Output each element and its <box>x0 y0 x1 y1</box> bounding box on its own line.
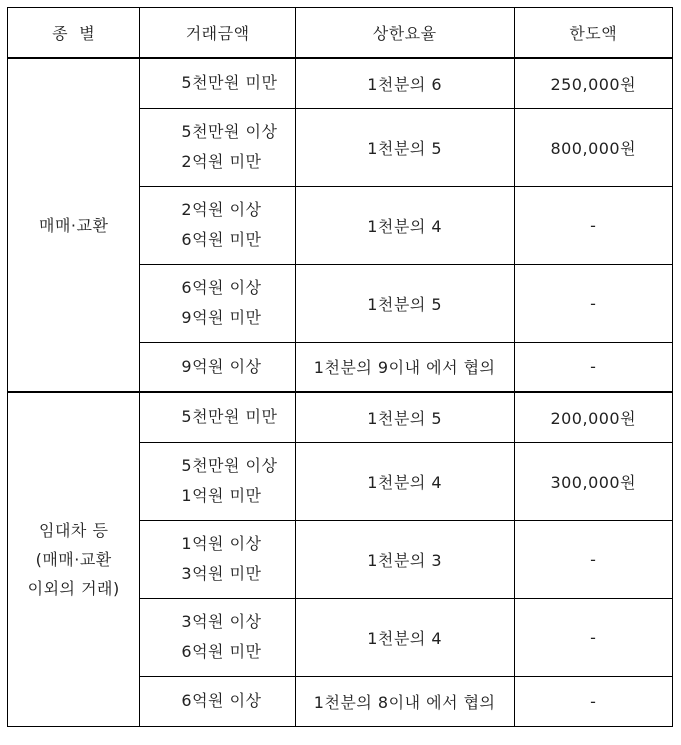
type-cell-sale <box>8 58 140 392</box>
amount-line: 2억원 이상 <box>181 200 262 219</box>
amount-cell <box>140 58 295 108</box>
limit-cell: - <box>514 264 673 342</box>
amount-line: 5천만원 미만 <box>181 73 278 93</box>
amount-line: 2억원 미만 <box>181 152 262 171</box>
rate-cell: 1천분의 9이내 에서 협의 <box>295 342 514 392</box>
amount-line: 1억원 이상 <box>181 534 262 553</box>
amount-cell <box>140 264 295 342</box>
rate-cell: 1천분의 6 <box>295 58 514 108</box>
limit-cell: - <box>514 676 673 726</box>
limit-cell: 250,000원 <box>514 58 673 108</box>
type-line: 매매·교환 <box>38 215 109 235</box>
type-line: 임대차 등 <box>38 520 109 540</box>
header-limit: 한도액 <box>514 8 673 59</box>
amount-line: 3억원 미만 <box>181 564 262 583</box>
amount-line: 6억원 이상 <box>181 278 262 297</box>
brokerage-fee-table <box>7 7 673 727</box>
table-body <box>8 58 673 726</box>
amount-cell <box>140 676 295 726</box>
type-line: 이외의 거래) <box>27 578 120 598</box>
amount-cell <box>140 598 295 676</box>
amount-line: 3억원 이상 <box>181 612 262 631</box>
type-cell-lease <box>8 392 140 726</box>
amount-line: 5천만원 이상 <box>181 122 278 141</box>
amount-cell <box>140 442 295 520</box>
rate-cell: 1천분의 3 <box>295 520 514 598</box>
table-header <box>8 8 673 59</box>
limit-cell: - <box>514 598 673 676</box>
limit-cell: 200,000원 <box>514 392 673 442</box>
amount-line: 6억원 미만 <box>181 230 262 249</box>
table-row <box>8 58 673 108</box>
amount-cell <box>140 342 295 392</box>
limit-cell: - <box>514 520 673 598</box>
table-row <box>8 392 673 442</box>
rate-cell: 1천분의 5 <box>295 264 514 342</box>
amount-cell <box>140 520 295 598</box>
amount-line: 5천만원 이상 <box>181 456 278 475</box>
rate-cell: 1천분의 4 <box>295 598 514 676</box>
amount-line: 1억원 미만 <box>181 486 262 505</box>
amount-line: 5천만원 미만 <box>181 407 278 427</box>
rate-cell: 1천분의 5 <box>295 392 514 442</box>
amount-cell <box>140 108 295 186</box>
rate-cell: 1천분의 8이내 에서 협의 <box>295 676 514 726</box>
amount-line: 9억원 미만 <box>181 308 262 327</box>
limit-cell: - <box>514 186 673 264</box>
amount-line: 6억원 이상 <box>181 691 262 710</box>
amount-cell <box>140 186 295 264</box>
rate-cell: 1천분의 4 <box>295 442 514 520</box>
header-type: 종 별 <box>8 8 140 59</box>
rate-cell: 1천분의 5 <box>295 108 514 186</box>
limit-cell: 300,000원 <box>514 442 673 520</box>
header-amount: 거래금액 <box>140 8 295 59</box>
amount-line: 9억원 이상 <box>181 356 262 376</box>
amount-cell <box>140 392 295 442</box>
limit-cell: 800,000원 <box>514 108 673 186</box>
limit-cell: - <box>514 342 673 392</box>
type-line: (매매·교환 <box>35 549 112 569</box>
header-rate: 상한요율 <box>295 8 514 59</box>
rate-cell: 1천분의 4 <box>295 186 514 264</box>
amount-line: 6억원 미만 <box>181 642 262 661</box>
